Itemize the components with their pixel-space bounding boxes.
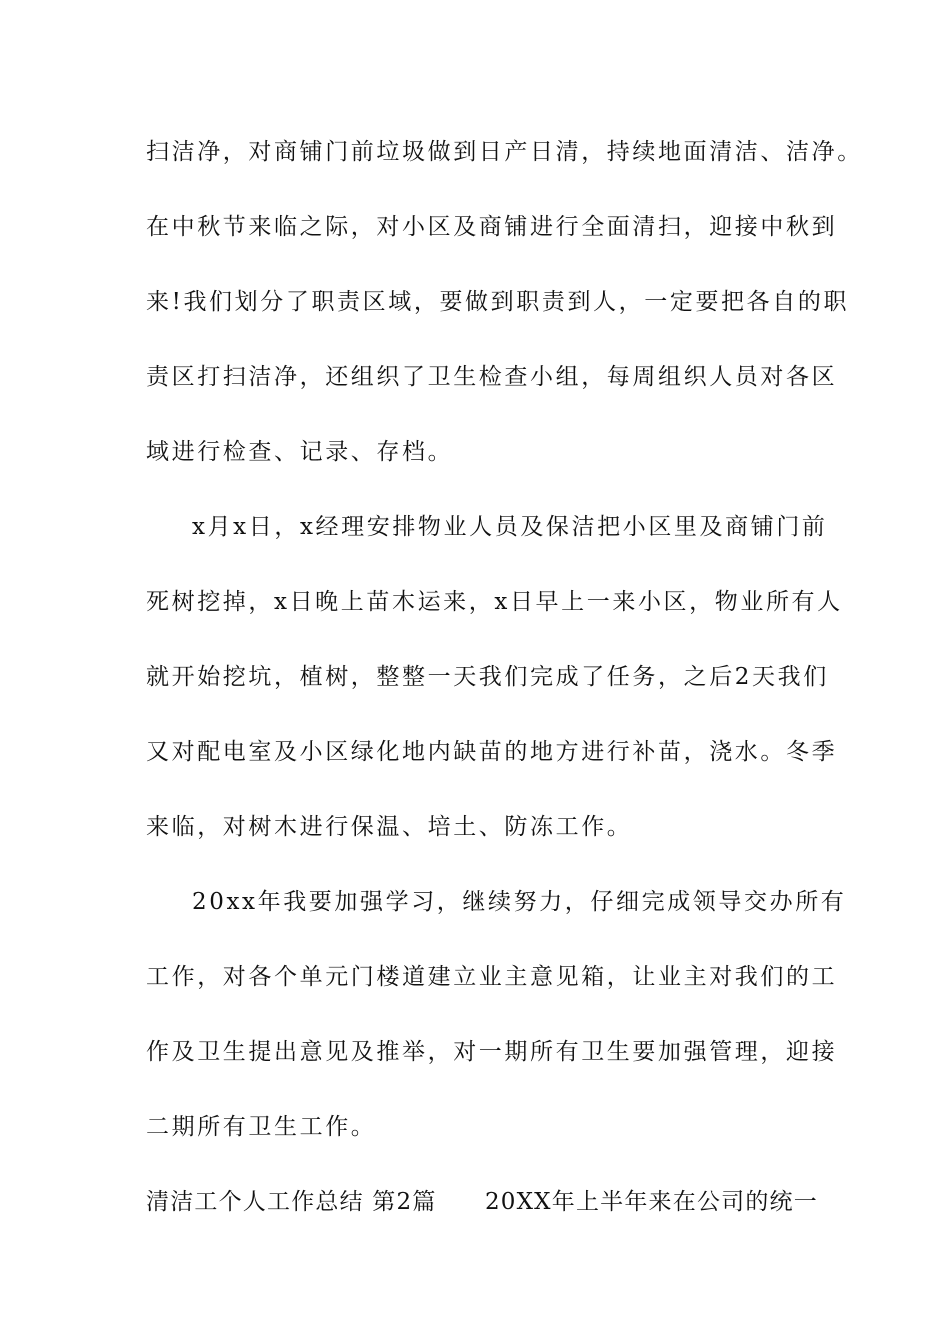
text-line: 来临，对树木进行保温、培土、防冻工作。	[146, 814, 633, 840]
text-line: 死树挖掉，x日晚上苗木运来，x日早上一来小区，物业所有人	[146, 589, 843, 615]
text-line: 在中秋节来临之际，对小区及商铺进行全面清扫，迎接中秋到	[146, 214, 838, 240]
text-line: 扫洁净，对商铺门前垃圾做到日产日清，持续地面清洁、洁净。	[146, 139, 863, 165]
text-line: 来!我们划分了职责区域，要做到职责到人，一定要把各自的职	[146, 289, 850, 315]
text-line: 又对配电室及小区绿化地内缺苗的地方进行补苗，浇水。冬季	[146, 739, 838, 765]
text-line: 域进行检查、记录、存档。	[146, 439, 454, 465]
text-line: x月x日，x经理安排物业人员及保洁把小区里及商铺门前	[192, 514, 828, 540]
section-heading-line: 清洁工个人工作总结 第2篇 20XX年上半年来在公司的统一	[146, 1189, 818, 1215]
text-line: 责区打扫洁净，还组织了卫生检查小组，每周组织人员对各区	[146, 364, 838, 390]
text-line: 工作，对各个单元门楼道建立业主意见箱，让业主对我们的工	[146, 964, 838, 990]
text-line: 二期所有卫生工作。	[146, 1114, 377, 1140]
text-line: 作及卫生提出意见及推举，对一期所有卫生要加强管理，迎接	[146, 1039, 838, 1065]
text-line: 20xx年我要加强学习，继续努力，仔细完成领导交办所有	[192, 889, 847, 915]
text-line: 就开始挖坑，植树，整整一天我们完成了任务，之后2天我们	[146, 664, 829, 690]
